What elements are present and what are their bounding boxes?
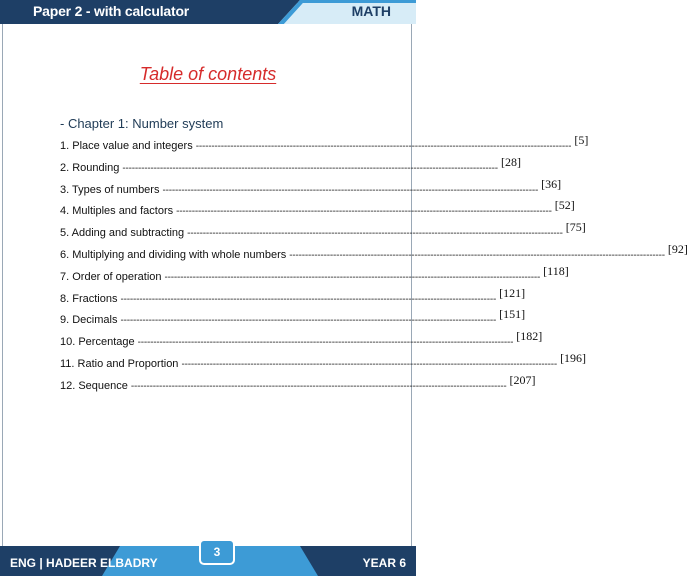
toc-entry[interactable] [60,307,526,327]
toc-entry-page: [182] [516,329,543,344]
toc-entry[interactable] [60,133,589,152]
toc-dot-leader: ------------------------------------------------------------------------------------------------------------------------ [120,293,497,305]
toc-entry-page: [121] [499,285,526,300]
toc-entry-page: [151] [499,307,526,322]
toc-entry[interactable] [60,242,688,261]
toc-entry-page: [36] [541,176,562,191]
toc-entry-page: [28] [500,154,521,169]
chapter-heading: - Chapter 1: Number system [60,116,224,131]
toc-entry-page: [207] [509,372,536,387]
toc-entry-label: 5. Adding and subtracting [60,227,185,240]
toc-entry-label: 4. Multiples and factors [60,205,174,218]
page-title: Table of contents [139,64,277,84]
toc-entry-label: 6. Multiplying and dividing with whole numbers [60,249,287,261]
toc-dot-leader: ------------------------------------------------------------------------------------------------------------------------ [164,271,541,283]
toc-entry-page: [196] [560,351,587,365]
header-paper-label: Paper 2 - with calculator [33,3,190,19]
toc-entry[interactable] [60,285,526,305]
toc-dot-leader: ------------------------------------------------------------------------------------------------------------------------ [289,250,665,261]
toc-entry-page: [5] [574,133,589,147]
toc-entry[interactable] [60,198,575,218]
toc-entry[interactable] [60,351,587,370]
toc-entry-page: [118] [543,263,569,278]
toc-entry-page: [92] [667,242,688,256]
footer-author-label: ENG | HADEER ELBADRY [10,556,158,570]
toc-dot-leader: ------------------------------------------------------------------------------------------------------------------------ [120,315,497,327]
footer-year-label: YEAR 6 [362,556,406,570]
page-number: 3 [199,539,235,565]
page-border [2,2,412,572]
toc-dot-leader: ------------------------------------------------------------------------------------------------------------------------ [137,337,514,349]
page-header [0,0,416,26]
toc-entry[interactable] [60,176,562,196]
toc-dot-leader: ------------------------------------------------------------------------------------------------------------------------ [187,228,563,240]
toc-entry[interactable] [60,329,543,349]
toc-entry-label: 2. Rounding [60,161,120,174]
toc-entry-label: 11. Ratio and Proportion [60,358,179,370]
toc-entry[interactable] [60,263,569,283]
toc-dot-leader: ------------------------------------------------------------------------------------------------------------------------ [181,359,558,370]
toc-entry-page: [52] [554,198,575,213]
toc-entry-label: 12. Sequence [60,379,128,392]
toc-entry-label: 8. Fractions [60,292,118,305]
toc-entry[interactable] [60,154,521,174]
toc-entry-label: 3. Types of numbers [60,183,160,196]
toc-dot-leader: ------------------------------------------------------------------------------------------------------------------------ [176,206,552,218]
toc-entry-page: [75] [565,220,586,235]
toc-entry[interactable] [60,220,586,240]
toc-dot-leader: ------------------------------------------------------------------------------------------------------------------------ [130,380,507,392]
toc-entry-label: 9. Decimals [60,314,118,327]
toc-entry-label: 1. Place value and integers [60,140,193,152]
toc-entry[interactable] [60,372,536,392]
toc-dot-leader: ------------------------------------------------------------------------------------------------------------------------ [195,141,572,152]
toc-dot-leader: ------------------------------------------------------------------------------------------------------------------------ [122,162,498,174]
toc-entry-label: 10. Percentage [60,336,135,349]
header-subject-label: MATH [351,3,391,19]
toc-dot-leader: ------------------------------------------------------------------------------------------------------------------------ [162,184,539,196]
toc-entry-label: 7. Order of operation [60,270,162,283]
